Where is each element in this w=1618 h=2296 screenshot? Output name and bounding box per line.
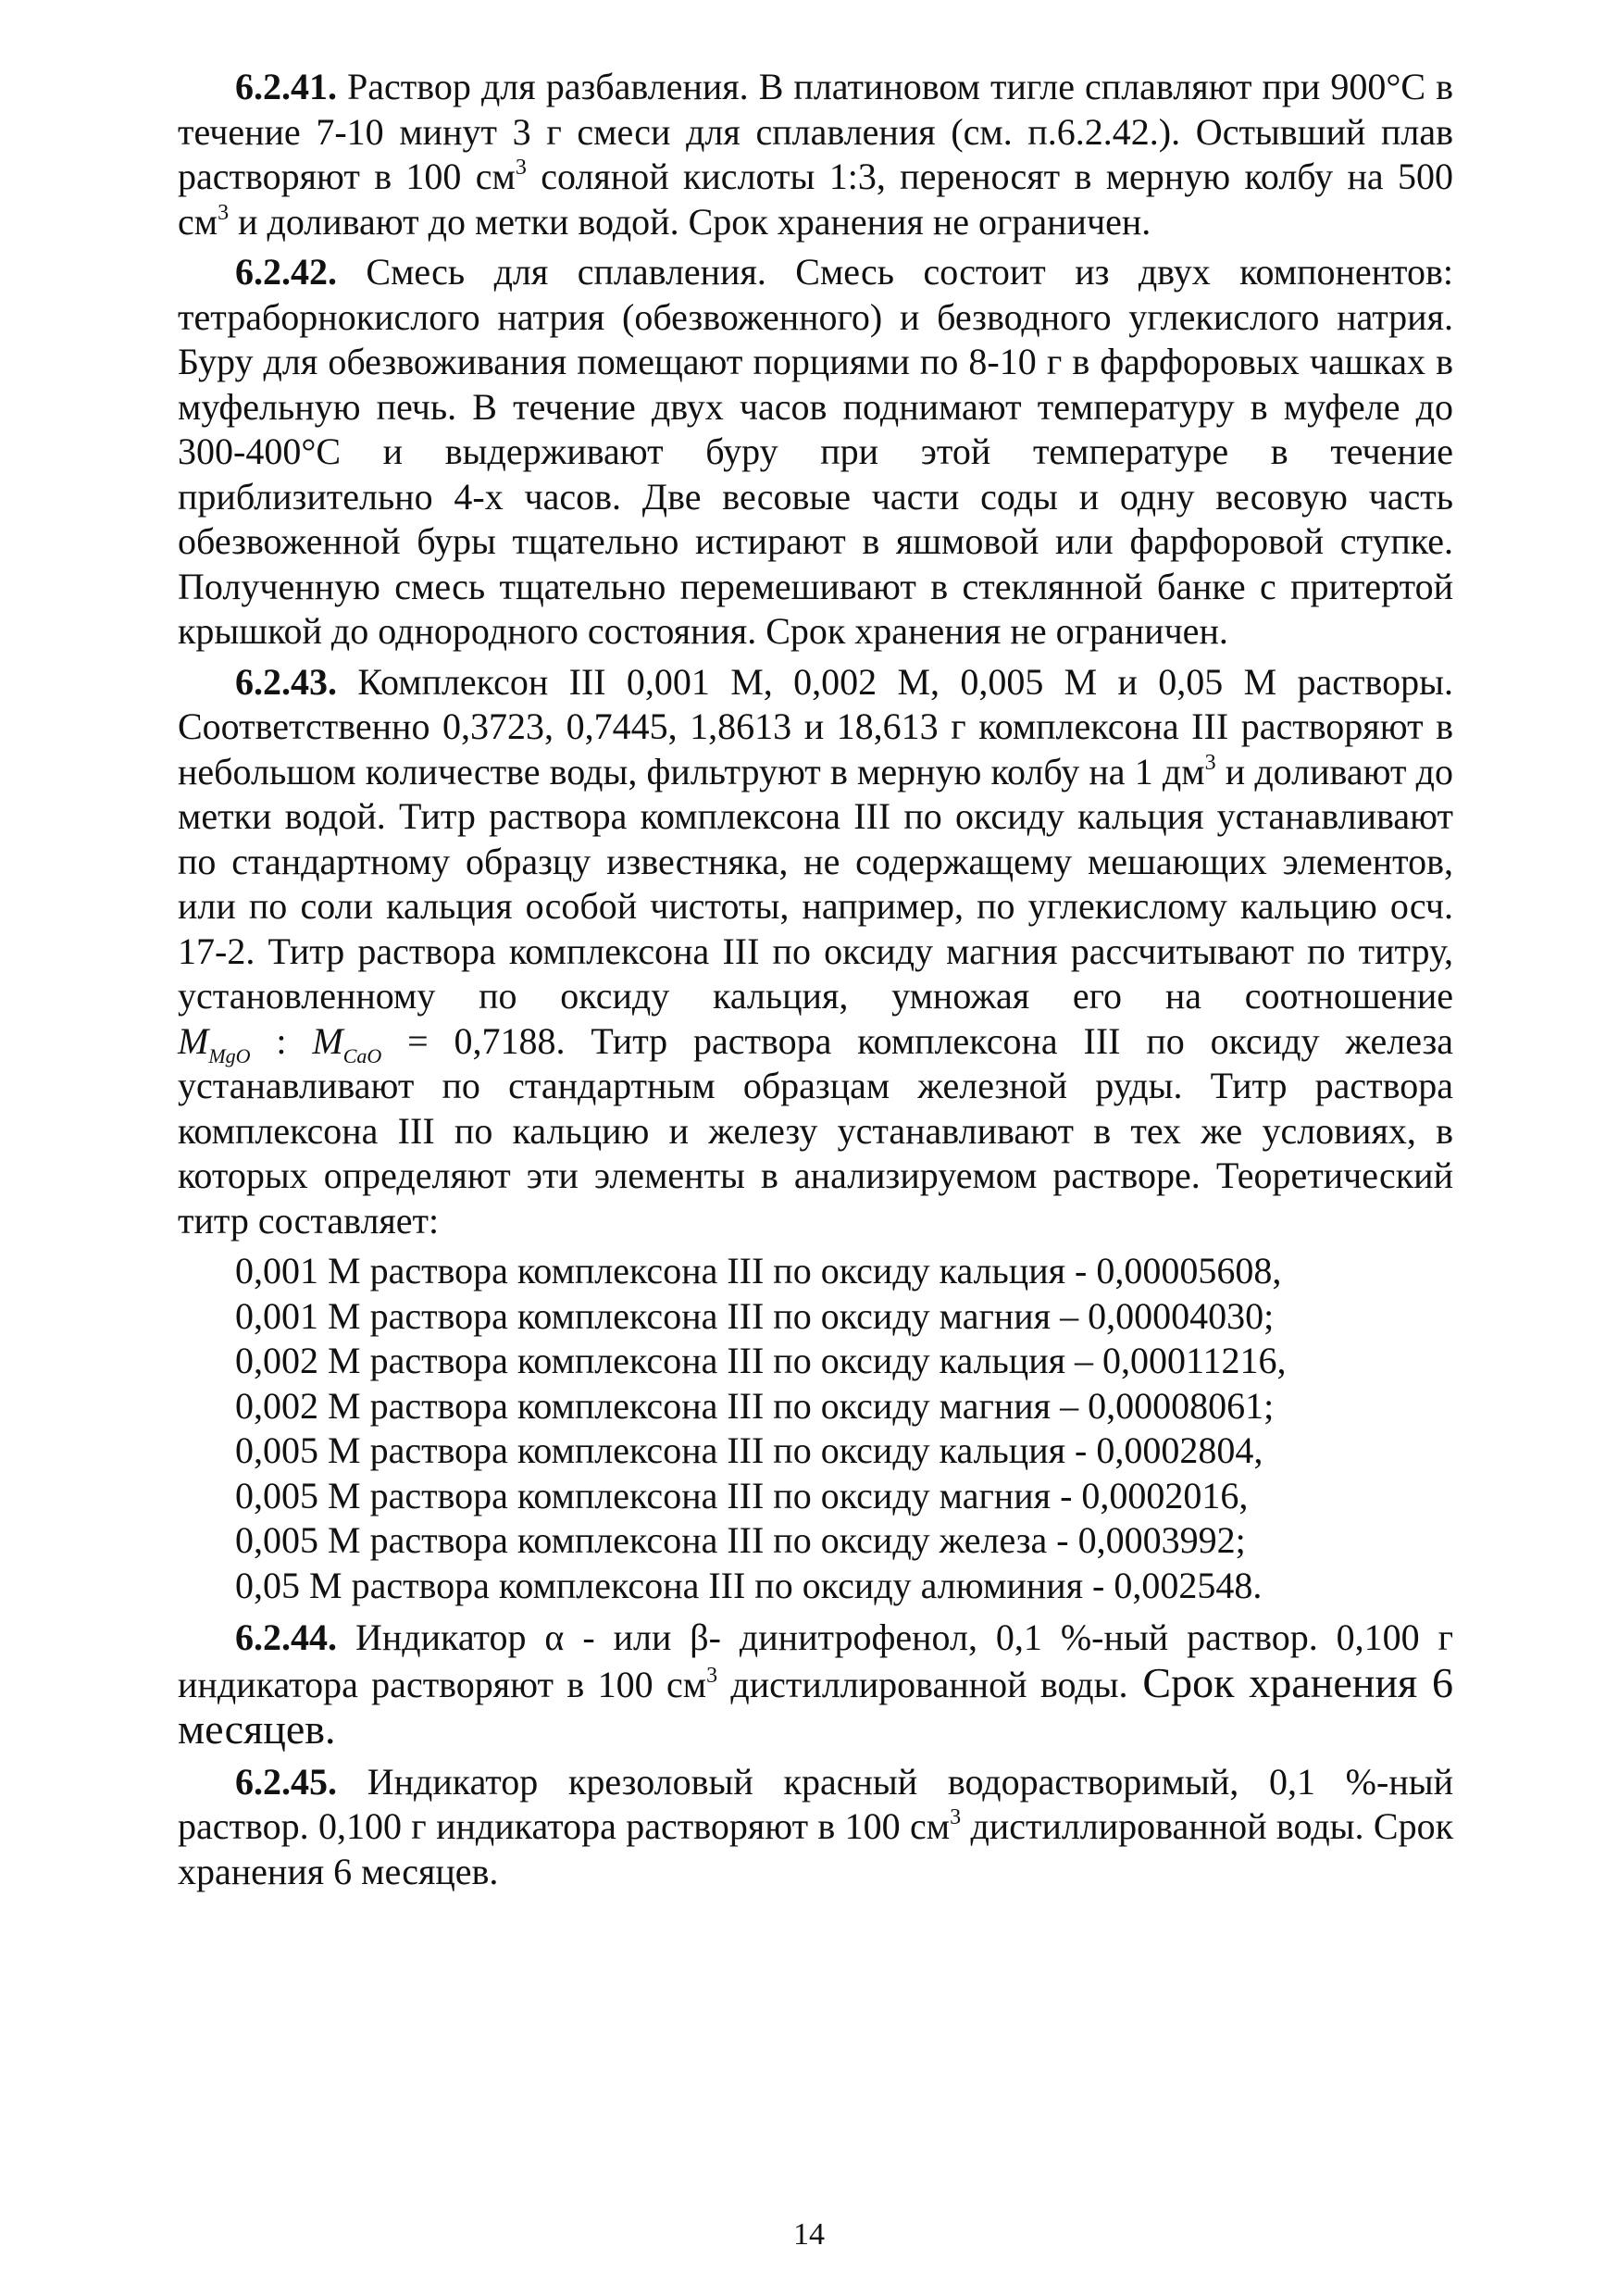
formula-colon: :	[250, 1019, 313, 1062]
formula-subscript: CaO	[342, 1043, 382, 1067]
formula-value: = 0,7188	[381, 1019, 556, 1062]
molar-mass-ratio-formula	[178, 1019, 556, 1067]
titer-list-item: 0,002 М раствора комплексона III по оксиду кальция – 0,00011216,	[235, 1340, 1287, 1381]
superscript: 3	[706, 1663, 718, 1688]
section-text: . Титр раствора комплексона III по оксиду железа устанавливают по стандартным образцам железной руды. Титр раствора комплексона III по кальцию и железу устанавливают в тех же условиях, в которых определяют эти элементы в анализируемом растворе. Теоретический титр составляет:	[178, 1019, 1453, 1242]
section-text: соляной кислоты 1:3, переносят в мерную колбу на 500 см	[178, 156, 1453, 243]
titer-list	[235, 1249, 1453, 1608]
section-number: 6.2.41.	[235, 66, 337, 107]
section-number: 6.2.42.	[235, 251, 337, 293]
superscript: 3	[218, 200, 230, 225]
titer-list-item: 0,002 М раствора комплексона III по оксиду магния – 0,00008061;	[235, 1384, 1275, 1427]
formula-symbol: M	[178, 1019, 209, 1062]
titer-list-item: 0,005 М раствора комплексона III по оксиду железа - 0,0003992;	[235, 1519, 1246, 1561]
document-page	[178, 65, 1453, 1900]
section-text: дистиллированной воды. Срок хранения 6 месяцев.	[178, 1805, 1454, 1892]
formula-symbol: M	[312, 1019, 343, 1062]
titer-list-item: 0,001 М раствора комплексона III по оксиду магния – 0,00004030;	[235, 1294, 1275, 1337]
section-text-large: Срок хранения 6 месяцев.	[178, 1658, 1453, 1753]
section-text: Смесь для сплавления. Смесь состоит из двух компонентов: тетраборнокислого натрия (обезвоженного) и безводного углекислого натрия. Буру для обезвоживания помещают порциями по 8-10 г в фарфоровых чашках в муфельную печь. В течение двух часов поднимают температуру в муфеле до 300-400°С и выдерживают буру при этой температуре в течение приблизительно 4-х часов. Две весовые части соды и одну весовую часть обезвоженной буры тщательно истирают в яшмовой или фарфоровой ступке. Полученную смесь тщательно перемешивают в стеклянной банке с притертой крышкой до однородного состояния. Срок хранения не ограничен.	[178, 251, 1453, 652]
section-6-2-44	[178, 1616, 1453, 1754]
section-text: и доливают до метки водой. Срок хранения не ограничен.	[229, 200, 1151, 243]
formula-subscript: MgO	[208, 1043, 251, 1067]
page-number: 14	[793, 2217, 825, 2252]
section-text: дистиллированной воды.	[717, 1663, 1128, 1705]
section-number: 6.2.44.	[235, 1616, 337, 1658]
section-6-2-42	[178, 250, 1453, 655]
section-number: 6.2.43.	[235, 660, 337, 703]
section-text: Индикатор крезоловый красный водорастворимый, 0,1 %-ный раствор. 0,100 г индикатора растворяют в 100 см	[178, 1760, 1453, 1847]
section-text: и доливают до метки водой. Титр раствора комплексона III по оксиду кальция устанавливают по стандартному образцу известняка, не содержащему мешающих элементов, или по соли кальция особой чистоты, например, по углекислому кальцию осч. 17-2. Титр раствора комплексона III по оксиду магния рассчитывают по титру, установленному по оксиду кальция, умножая его на соотношение	[178, 750, 1453, 1017]
section-text: Индикатор α - или β- динитрофенол, 0,1 %-ный раствор. 0,100 г индикатора растворяют в 100 см	[178, 1616, 1453, 1705]
superscript: 3	[1204, 750, 1216, 775]
superscript: 3	[515, 156, 527, 180]
section-6-2-43	[178, 660, 1453, 1244]
titer-list-item: 0,005 М раствора комплексона III по оксиду магния - 0,0002016,	[235, 1474, 1249, 1516]
titer-list-item: 0,005 М раствора комплексона III по оксиду кальция - 0,0002804,	[235, 1429, 1263, 1471]
section-6-2-41	[178, 65, 1453, 244]
section-number: 6.2.45.	[235, 1760, 337, 1803]
superscript: 3	[950, 1805, 962, 1829]
section-6-2-45	[178, 1760, 1453, 1895]
section-text: Раствор для разбавления. В платиновом тигле сплавляют при 900°С в течение 7-10 минут 3 г смеси для сплавления (см. п.6.2.42.). Остывший плав растворяют в 100 см	[178, 66, 1453, 197]
titer-list-item: 0,05 М раствора комплексона III по оксиду алюминия - 0,002548.	[235, 1564, 1263, 1606]
section-text: Комплексон III 0,001 М, 0,002 М, 0,005 М и 0,05 М растворы. Соответственно 0,3723, 0,7445, 1,8613 и 18,613 г комплексона III растворяют в небольшом количестве воды, фильтруют в мерную колбу на 1 дм	[178, 660, 1453, 792]
titer-list-item: 0,001 М раствора комплексона III по оксиду кальция - 0,00005608,	[235, 1250, 1282, 1292]
